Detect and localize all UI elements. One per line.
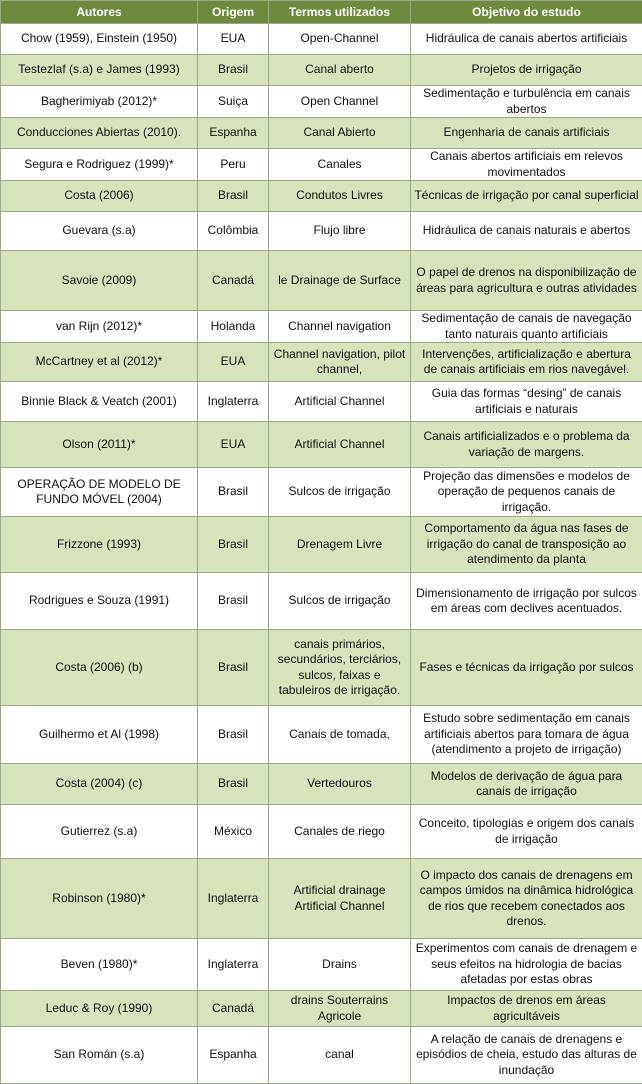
- cell-origem: Canadá: [198, 991, 269, 1027]
- cell-autores: Leduc & Roy (1990): [1, 991, 198, 1027]
- table-row: [1, 311, 642, 343]
- cell-objetivo: Comportamento da água nas fases de irrigação do canal de transposição ao atendimento da planta: [411, 517, 642, 573]
- cell-termos: Canal aberto: [269, 55, 411, 86]
- cell-objetivo: Conceito, tipologias e origem dos canais de irrigação: [411, 805, 642, 859]
- cell-objetivo: Experimentos com canais de drenagem e seus efeitos na hidrologia de bacias afetadas por estas obras: [411, 939, 642, 991]
- cell-autores: San Román (s.a): [1, 1027, 198, 1084]
- cell-autores: Frizzone (1993): [1, 517, 198, 573]
- cell-autores: van Rijn (2012)*: [1, 311, 198, 343]
- cell-origem: EUA: [198, 24, 269, 55]
- cell-termos: le Drainage de Surface: [269, 251, 411, 311]
- cell-origem: Peru: [198, 149, 269, 181]
- cell-autores: Savoie (2009): [1, 251, 198, 311]
- table-row: [1, 382, 642, 422]
- cell-autores: Costa (2004) (c): [1, 764, 198, 805]
- cell-termos: drains Souterrains Agricole: [269, 991, 411, 1027]
- cell-objetivo: Canais artificializados e o problema da variação de margens.: [411, 422, 642, 468]
- table-row: [1, 422, 642, 468]
- cell-termos: Canal Abierto: [269, 118, 411, 149]
- cell-autores: Bagherimiyab (2012)*: [1, 86, 198, 118]
- table-body: [1, 24, 642, 1084]
- cell-termos: Artificial drainage Artificial Channel: [269, 859, 411, 939]
- cell-objetivo: Modelos de derivação de água para canais de irrigação: [411, 764, 642, 805]
- cell-termos: Open-Channel: [269, 24, 411, 55]
- cell-autores: OPERAÇÃO DE MODELO DE FUNDO MÓVEL (2004): [1, 468, 198, 517]
- cell-objetivo: Fases e técnicas da irrigação por sulcos: [411, 630, 642, 706]
- table-row: [1, 24, 642, 55]
- cell-termos: Vertedouros: [269, 764, 411, 805]
- table-row: [1, 251, 642, 311]
- cell-objetivo: Dimensionamento de irrigação por sulcos em áreas com declives acentuados.: [411, 573, 642, 630]
- table-row: [1, 86, 642, 118]
- cell-origem: Inglaterra: [198, 939, 269, 991]
- cell-objetivo: Engenharia de canais artificiais: [411, 118, 642, 149]
- cell-autores: Robinson (1980)*: [1, 859, 198, 939]
- cell-objetivo: Projeção das dimensões e modelos de operação de pequenos canais de irrigação.: [411, 468, 642, 517]
- cell-objetivo: Técnicas de irrigação por canal superficial: [411, 181, 642, 212]
- cell-origem: Colômbia: [198, 212, 269, 251]
- cell-origem: Canadá: [198, 251, 269, 311]
- cell-objetivo: Sedimentação de canais de navegação tanto naturais quanto artificiais: [411, 311, 642, 343]
- cell-origem: Brasil: [198, 468, 269, 517]
- header-origem: Origem: [198, 1, 269, 24]
- cell-termos: Artificial Channel: [269, 422, 411, 468]
- cell-objetivo: Canais abertos artificiais em relevos movimentados: [411, 149, 642, 181]
- cell-origem: Inglaterra: [198, 382, 269, 422]
- table-row: [1, 343, 642, 382]
- cell-objetivo: Projetos de irrigação: [411, 55, 642, 86]
- cell-autores: Gutierrez (s.a): [1, 805, 198, 859]
- table-row: [1, 939, 642, 991]
- table-row: [1, 468, 642, 517]
- cell-origem: Brasil: [198, 517, 269, 573]
- header-objetivo: Objetivo do estudo: [411, 1, 642, 24]
- cell-origem: Brasil: [198, 764, 269, 805]
- cell-origem: Inglaterra: [198, 859, 269, 939]
- cell-origem: Brasil: [198, 181, 269, 212]
- cell-termos: Sulcos de irrigação: [269, 573, 411, 630]
- cell-autores: Olson (2011)*: [1, 422, 198, 468]
- cell-termos: Canais de tomada,: [269, 706, 411, 764]
- cell-termos: canal: [269, 1027, 411, 1084]
- cell-termos: Drenagem Livre: [269, 517, 411, 573]
- cell-autores: Beven (1980)*: [1, 939, 198, 991]
- cell-objetivo: A relação de canais de drenagens e episódios de cheia, estudo das alturas de inundação: [411, 1027, 642, 1084]
- table-row: [1, 181, 642, 212]
- cell-autores: Costa (2006) (b): [1, 630, 198, 706]
- table-row: [1, 149, 642, 181]
- cell-autores: Testezlaf (s.a) e James (1993): [1, 55, 198, 86]
- cell-origem: Brasil: [198, 573, 269, 630]
- cell-autores: McCartney et al (2012)*: [1, 343, 198, 382]
- cell-autores: Chow (1959), Einstein (1950): [1, 24, 198, 55]
- cell-termos: Sulcos de irrigação: [269, 468, 411, 517]
- table-row: [1, 55, 642, 86]
- cell-autores: Segura e Rodriguez (1999)*: [1, 149, 198, 181]
- cell-autores: Binnie Black & Veatch (2001): [1, 382, 198, 422]
- cell-objetivo: O papel de drenos na disponibilização de áreas para agricultura e outras atividades: [411, 251, 642, 311]
- table-row: [1, 859, 642, 939]
- cell-termos: Drains: [269, 939, 411, 991]
- cell-autores: Guilhermo et Al (1998): [1, 706, 198, 764]
- cell-termos: Canales de riego: [269, 805, 411, 859]
- table-row: [1, 764, 642, 805]
- cell-termos: canais primários, secundários, terciários, sulcos, faixas e tabuleiros de irrigação.: [269, 630, 411, 706]
- cell-autores: Conducciones Abiertas (2010).: [1, 118, 198, 149]
- cell-termos: Channel navigation, pilot channel,: [269, 343, 411, 382]
- table-row: [1, 630, 642, 706]
- header-termos: Termos utilizados: [269, 1, 411, 24]
- cell-origem: Holanda: [198, 311, 269, 343]
- table-row: [1, 991, 642, 1027]
- table-row: [1, 573, 642, 630]
- table-row: [1, 118, 642, 149]
- cell-termos: Open Channel: [269, 86, 411, 118]
- cell-origem: EUA: [198, 422, 269, 468]
- cell-autores: Guevara (s.a): [1, 212, 198, 251]
- cell-objetivo: Hidráulica de canais naturais e abertos: [411, 212, 642, 251]
- cell-objetivo: O impacto dos canais de drenagens em campos úmidos na dinâmica hidrológica de rios que recebem conectados aos drenos.: [411, 859, 642, 939]
- cell-origem: Espanha: [198, 1027, 269, 1084]
- cell-objetivo: Guia das formas “desing” de canais artificiais e naturais: [411, 382, 642, 422]
- header-autores: Autores: [1, 1, 198, 24]
- table-row: [1, 805, 642, 859]
- cell-origem: Suiça: [198, 86, 269, 118]
- table-row: [1, 212, 642, 251]
- cell-origem: Brasil: [198, 706, 269, 764]
- cell-objetivo: Intervenções, artificialização e abertura de canais artificiais em rios navegável.: [411, 343, 642, 382]
- cell-origem: Brasil: [198, 55, 269, 86]
- table-header-row: [1, 1, 642, 24]
- table-row: [1, 517, 642, 573]
- table-row: [1, 1027, 642, 1084]
- table-row: [1, 706, 642, 764]
- cell-termos: Flujo libre: [269, 212, 411, 251]
- cell-origem: EUA: [198, 343, 269, 382]
- cell-termos: Condutos Livres: [269, 181, 411, 212]
- cell-objetivo: Estudo sobre sedimentação em canais artificiais abertos para tomara de água (atendimento a projeto de irrigação): [411, 706, 642, 764]
- cell-origem: México: [198, 805, 269, 859]
- cell-origem: Brasil: [198, 630, 269, 706]
- cell-objetivo: Sedimentação e turbulência em canais abertos: [411, 86, 642, 118]
- cell-termos: Channel navigation: [269, 311, 411, 343]
- cell-objetivo: Impactos de drenos em áreas agricultáveis: [411, 991, 642, 1027]
- cell-origem: Espanha: [198, 118, 269, 149]
- cell-objetivo: Hidráulica de canais abertos artificiais: [411, 24, 642, 55]
- cell-termos: Canales: [269, 149, 411, 181]
- cell-autores: Costa (2006): [1, 181, 198, 212]
- cell-termos: Artificial Channel: [269, 382, 411, 422]
- cell-autores: Rodrigues e Souza (1991): [1, 573, 198, 630]
